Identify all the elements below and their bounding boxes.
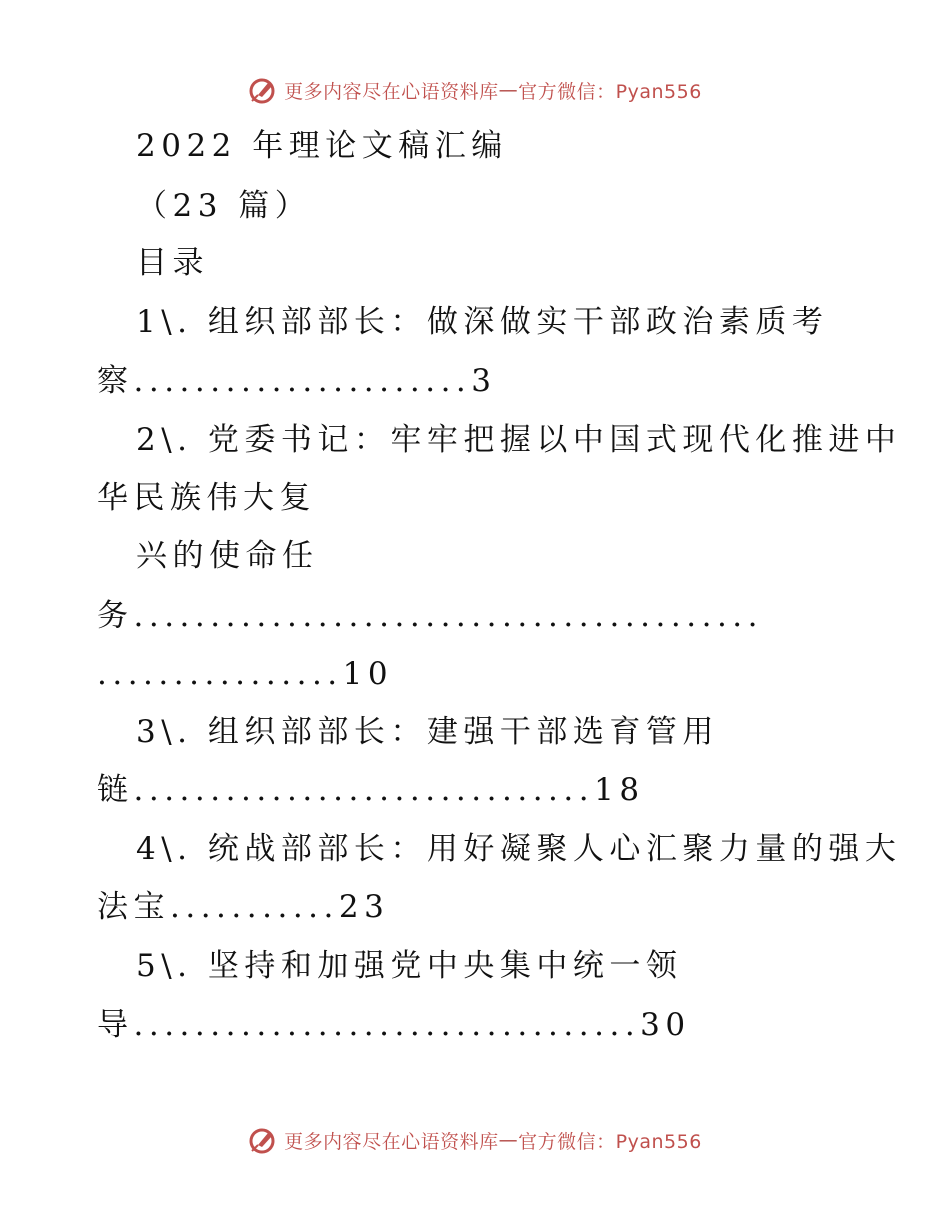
toc-line: 华民族伟大复 bbox=[97, 480, 316, 516]
toc-line: 导.................................30 bbox=[97, 1007, 691, 1043]
toc-line: 察......................3 bbox=[97, 363, 497, 399]
toc-line: 5\. 坚持和加强党中央集中统一领 bbox=[136, 948, 683, 984]
watermark-text: 更多内容尽在心语资料库 bbox=[284, 80, 499, 103]
toc-line: 1\. 组织部部长：做深做实干部政治素质考 bbox=[136, 304, 829, 340]
watermark-contact: 官方微信：Pyan556 bbox=[518, 1130, 702, 1153]
toc-line: 兴的使命任 bbox=[136, 538, 319, 574]
toc-line: 链..............................18 bbox=[97, 772, 645, 808]
document-count: （23 篇） bbox=[136, 188, 312, 224]
watermark-separator: — bbox=[498, 1129, 519, 1151]
toc-line: ................10 bbox=[97, 656, 394, 692]
watermark-separator: — bbox=[498, 79, 519, 101]
watermark-footer bbox=[0, 1122, 950, 1158]
toc-heading: 目录 bbox=[136, 245, 209, 281]
toc-line: 2\. 党委书记：牢牢把握以中国式现代化推进中 bbox=[136, 422, 902, 458]
pen-nib-circle-icon bbox=[248, 1125, 278, 1155]
toc-line: 4\. 统战部部长：用好凝聚人心汇聚力量的强大 bbox=[136, 831, 902, 867]
watermark-header bbox=[0, 72, 950, 108]
toc-line: 务......................................... bbox=[97, 598, 764, 634]
watermark-text: 更多内容尽在心语资料库 bbox=[284, 1130, 499, 1153]
pen-nib-circle-icon bbox=[248, 75, 278, 105]
document-title: 2022 年理论文稿汇编 bbox=[136, 128, 508, 164]
toc-line: 3\. 组织部部长：建强干部选育管用 bbox=[136, 714, 719, 750]
watermark-contact: 官方微信：Pyan556 bbox=[518, 80, 702, 103]
toc-line: 法宝...........23 bbox=[97, 889, 390, 925]
